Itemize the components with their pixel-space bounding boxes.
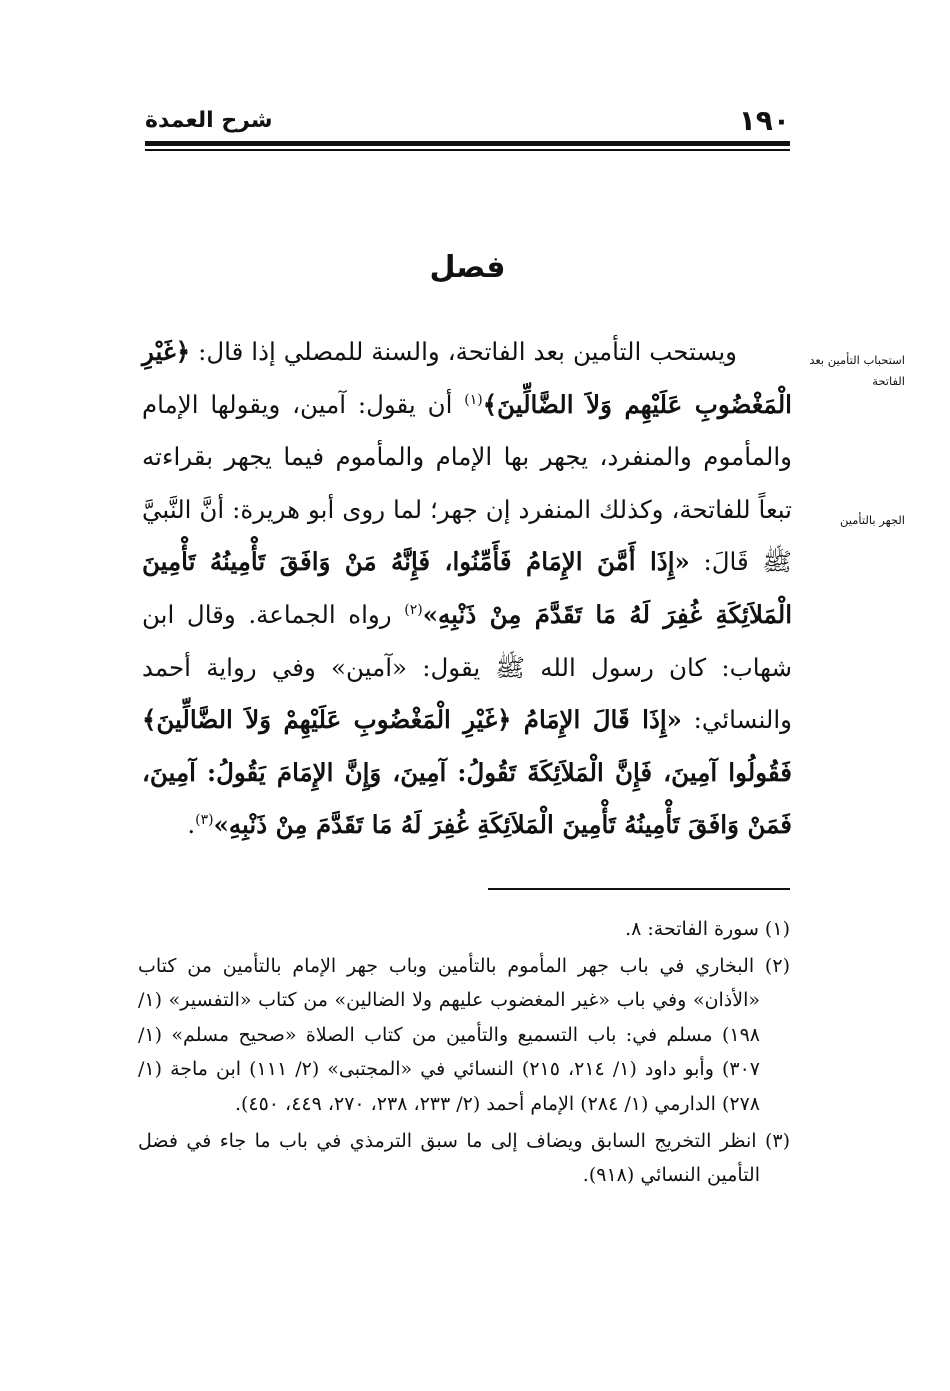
footnote-1: (١) سورة الفاتحة: ٨.: [625, 918, 790, 940]
page-number: ١٩٠: [738, 104, 790, 137]
body-paragraph: [142, 326, 792, 852]
margin-note-jahr: الجهر بالتأمين: [840, 513, 905, 527]
body-text-4: . وقال ابن شهاب: كان رسول الله ﷺ يقول: «آمين» وفي رواية أحمد والنسائي:: [142, 599, 792, 735]
hadith-text-2: «إِذَا قَالَ الإِمَامُ ﴿غَيْرِ الْمَغْضُوبِ عَلَيْهِمْ وَلاَ الضَّالِّينَ﴾ فَقُولُوا آمِينَ، فَإِنَّ الْمَلاَئِكَةَ تَقُولُ: آمِينَ، وَإِنَّ الإِمَامَ يَقُولُ: آمِينَ، فَمَنْ وَافَقَ تَأْمِينُهُ تَأْمِينَ الْمَلاَئِكَةِ غُفِرَ لَهُ مَا تَقَدَّمَ مِنْ ذَنْبِهِ»: [142, 705, 792, 840]
header-rule-thin: [145, 149, 790, 151]
footnote-ref-3: (٣): [195, 812, 214, 829]
header-rule-thick: [145, 141, 790, 146]
body-text-2: أن يقول: آمين، ويقولها الإمام والمأموم والمنفرد، يجهر بها الإمام والمأموم فيما يجهر بقراءته تبعاً للفاتحة، وكذلك المنفرد إن جهر؛ لما روى أبو هريرة: أنَّ النَّبيَّ ﷺ قَالَ:: [142, 389, 793, 577]
footnote-ref-2: (٢): [404, 601, 423, 618]
section-title: فصل: [429, 250, 506, 285]
body-text-end: .: [187, 810, 196, 840]
body-text-1: ويستحب التأمين بعد الفاتحة، والسنة للمصلي إذا قال:: [190, 337, 737, 366]
footnote-separator: [488, 888, 790, 890]
footnote-3: (٣) انظر التخريج السابق ويضاف إلى ما سبق الترمذي في باب ما جاء في فضل التأمين النسائي (٩١٨).: [138, 1129, 790, 1187]
footnotes: [138, 912, 790, 1195]
quran-verse: ﴿غَيْرِ الْمَغْضُوبِ عَلَيْهِم وَلاَ الضَّالِّينَ﴾: [142, 337, 792, 419]
footnote-ref-1: (١): [464, 391, 483, 408]
margin-note-istihbab: استحباب التأمين بعد الفاتحة: [809, 353, 905, 388]
hadith-text-1: «إِذَا أَمَّنَ الإِمَامُ فَأَمِّنُوا، فَإِنَّهُ مَنْ وَافَقَ تَأْمِينُهُ تَأْمِينَ الْمَلاَئِكَةِ غُفِرَ لَهُ مَا تَقَدَّمَ مِنْ ذَنْبِهِ»: [142, 547, 793, 629]
footnote-2: (٢) البخاري في باب جهر المأموم بالتأمين وباب جهر الإمام بالتأمين من كتاب «الأذان» وفي باب «غير المغضوب عليهم ولا الضالين» من كتاب «التفسير» (١/ ١٩٨) مسلم في: باب التسميع والتأمين من كتاب الصلاة «صحيح مسلم» (١/ ٣٠٧) وأبو داود (١/ ٢١٤، ٢١٥) النسائي في «المجتبى» (٢/ ١١١) ابن ماجة (١/ ٢٧٨) الدارمي (١/ ٢٨٤) الإمام أحمد (٢/ ٢٣٣، ٢٣٨، ٢٧٠، ٤٤٩، ٤٥٠).: [138, 954, 790, 1115]
main-text: [142, 326, 792, 852]
running-header-title: شرح العمدة: [145, 108, 273, 133]
body-text-3: رواه الجماعة: [256, 599, 405, 629]
